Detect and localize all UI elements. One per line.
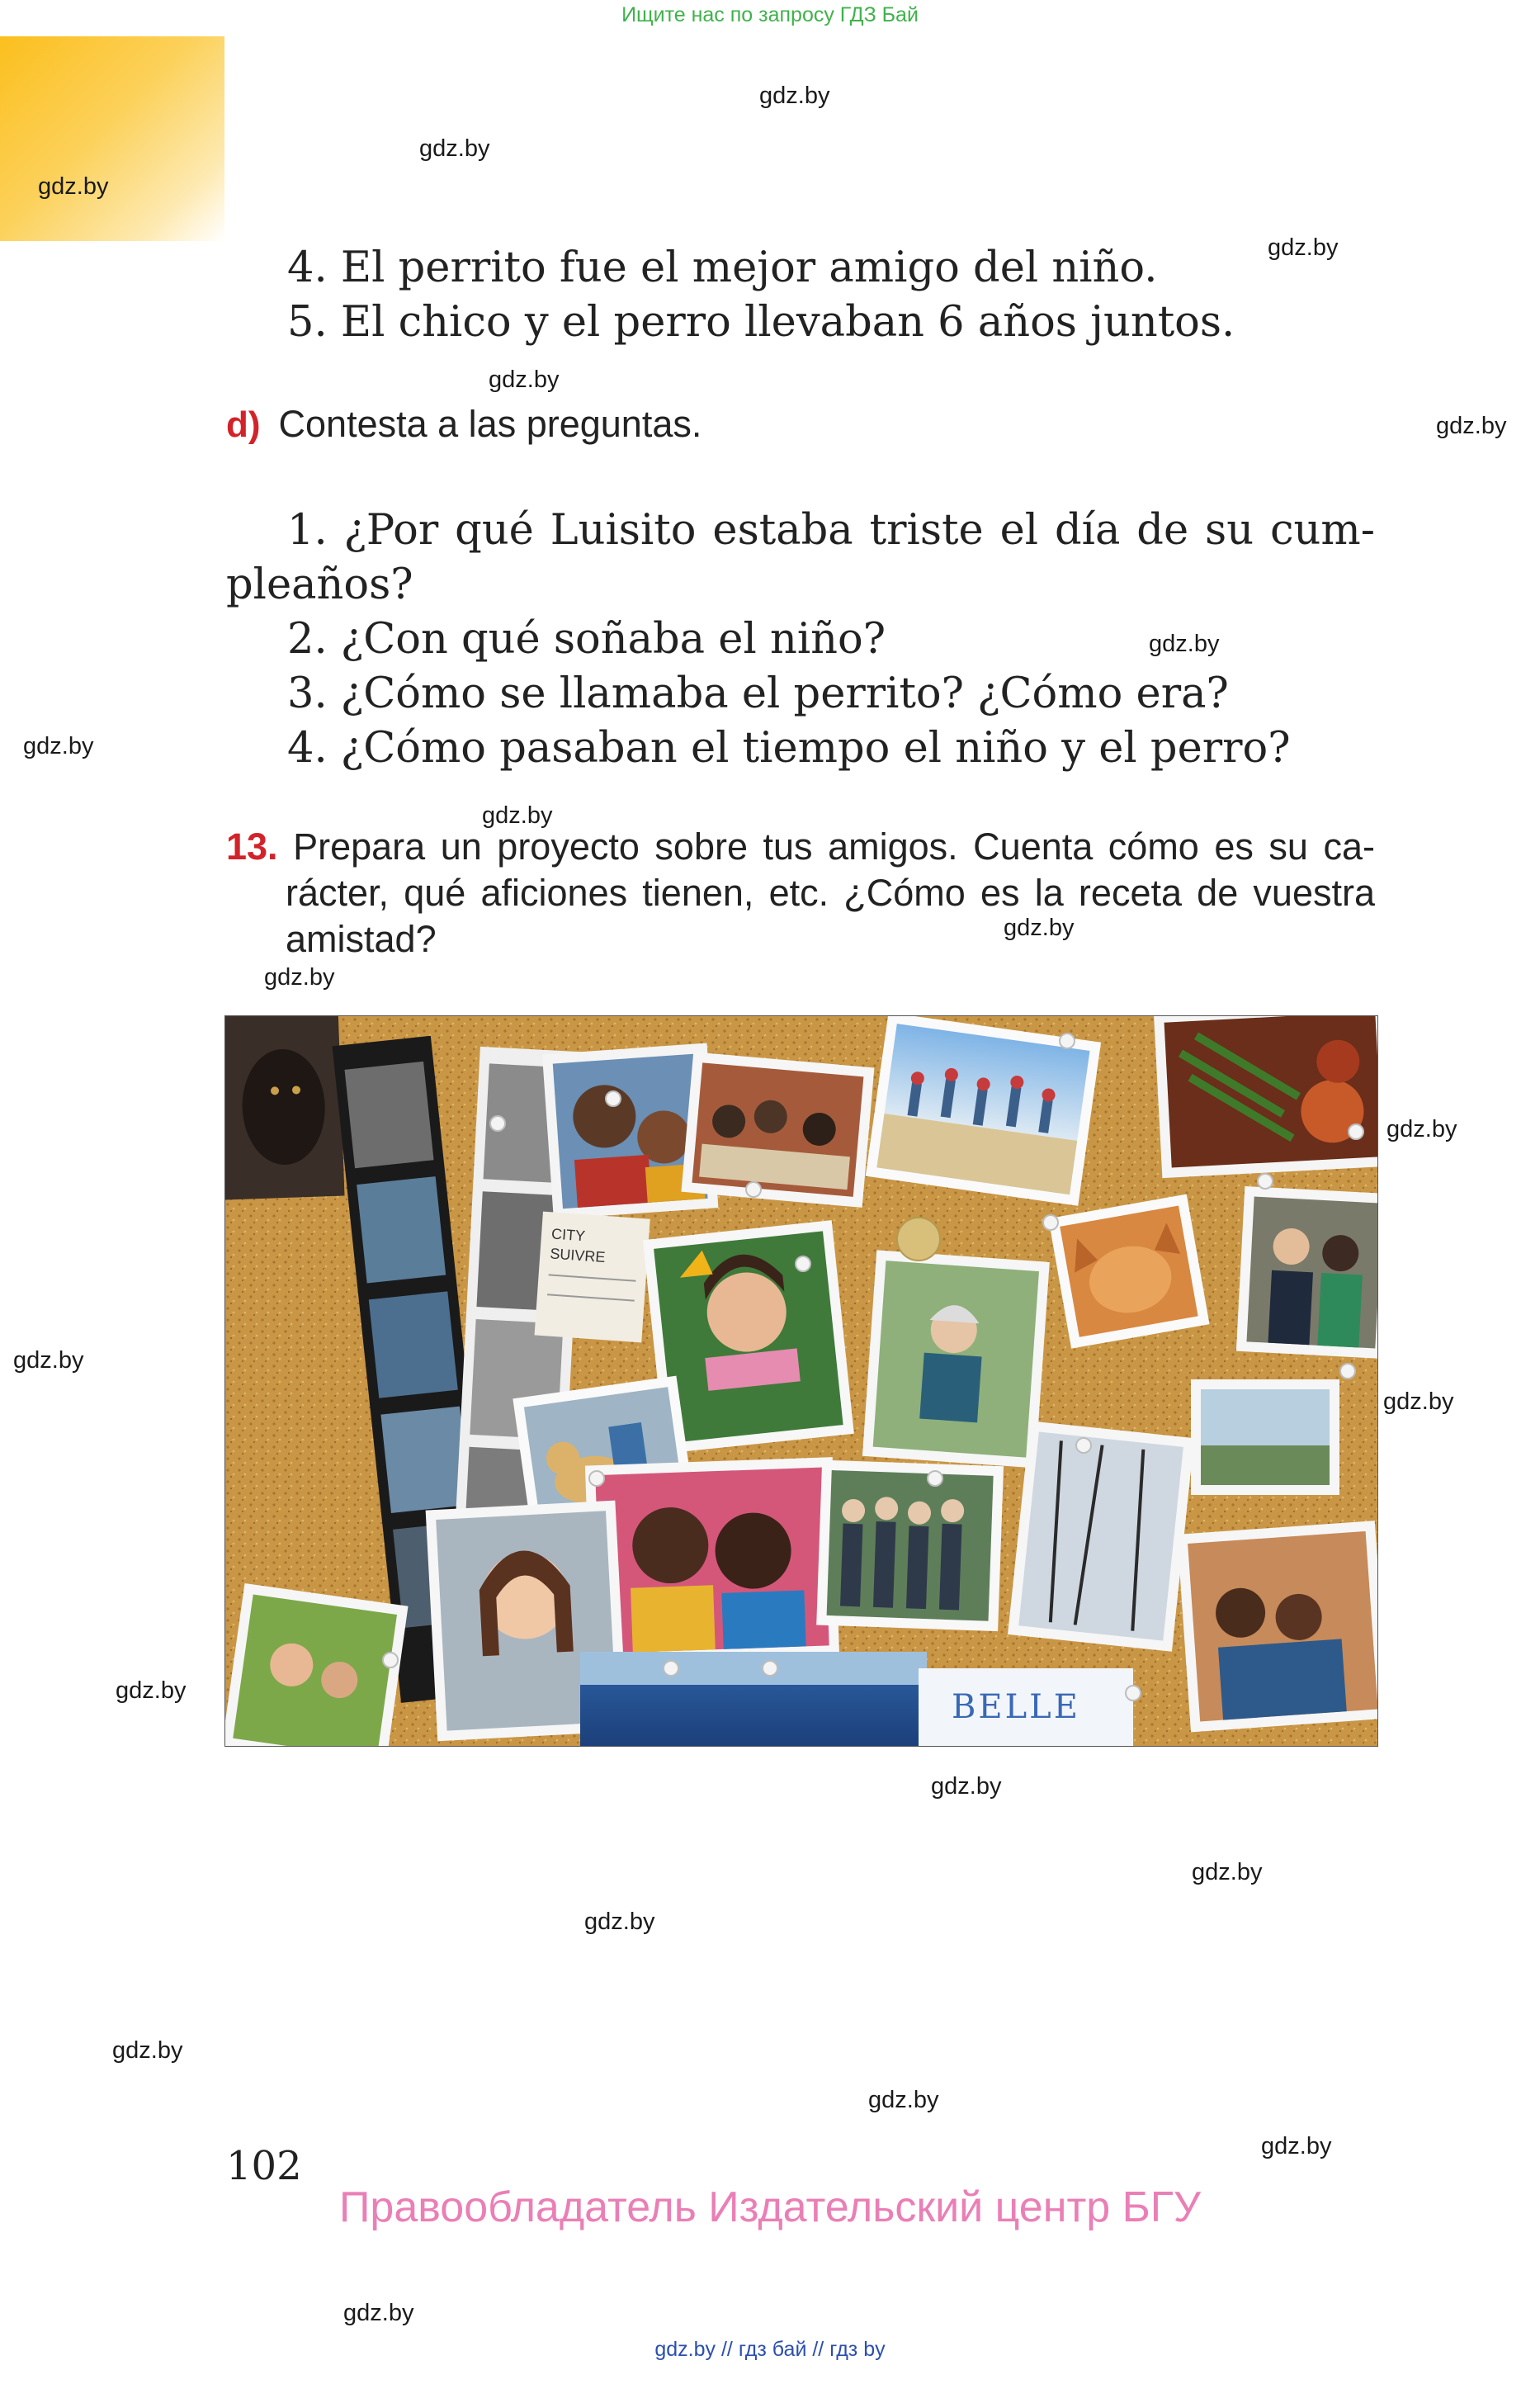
photo-winter-trees [1008,1421,1194,1651]
photo-vegetables [1154,1016,1377,1178]
statement-item: 5. El chico y el perro llevaban 6 años juntos. [287,298,1235,347]
watermark: gdz.by [419,135,490,162]
question-4: 4. ¿Cómo pasaban el tiempo el niño y el perro? [287,724,1291,773]
copyright-notice: Правообладатель Издательский центр БГУ [339,2183,1201,2231]
photo-group-elderly [816,1460,1004,1632]
watermark: gdz.by [868,2087,939,2113]
task-13-line: rácter, qué aficiones tienen, etc. ¿Cómo es la receta de vuestra [286,872,1375,914]
task-letter: d) [226,404,261,445]
question-2: 2. ¿Con qué soñaba el niño? [287,615,886,664]
watermark: gdz.by [1383,1388,1454,1415]
watermark: gdz.by [343,2300,414,2326]
photo-couple-right [1236,1186,1377,1359]
watermark: gdz.by [1192,1859,1263,1885]
photo-ginger-cat [1048,1194,1209,1349]
ticket-text-2: SUIVRE [549,1245,607,1266]
statement-item: 4. El perrito fue el mejor amigo del niño. [287,244,1158,292]
watermark: gdz.by [1386,1116,1457,1142]
ticket-text-1: CITY [550,1225,586,1245]
task-13 [226,824,1375,963]
photo-collage [224,1015,1378,1747]
watermark: gdz.by [1268,234,1339,261]
watermark: gdz.by [112,2037,183,2064]
coin [897,1218,940,1261]
task-13-line [226,824,1375,870]
question-1-continued: pleaños? [226,561,413,609]
watermark: gdz.by [931,1773,1002,1800]
photo-cat [225,1016,344,1200]
watermark: gdz.by [1149,631,1220,657]
task-13-text: Prepara un proyecto sobre tus amigos. Cuenta cómo es su ca- [293,825,1375,868]
question-1: 1. ¿Por qué Luisito estaba triste el día de su cum- [287,506,1375,555]
watermark: gdz.by [264,964,335,991]
task-number: 13. [226,825,278,868]
header-note: Ищите нас по запросу ГДЗ Бай [621,3,919,26]
watermark: gdz.by [13,1347,84,1374]
watermark: gdz.by [23,733,94,759]
watermark: gdz.by [1004,915,1075,941]
watermark: gdz.by [116,1677,187,1704]
watermark: gdz.by [1261,2133,1332,2159]
corner-tab [0,36,224,241]
ticket-note [535,1212,650,1343]
watermark: gdz.by [482,802,553,829]
task-d [226,403,702,446]
photo-family-left [225,1583,409,1746]
watermark: gdz.by [759,83,830,109]
watermark: gdz.by [584,1909,655,1935]
page-number: 102 [226,2143,302,2189]
task-13-line: amistad? [286,918,437,960]
questions-list [226,504,1375,776]
photo-two-girls [585,1457,839,1663]
photo-family-right [1177,1521,1377,1732]
question-3: 3. ¿Cómo se llamaba el perrito? ¿Cómo era? [287,669,1229,718]
photo-park [1191,1379,1339,1495]
watermark: gdz.by [38,173,109,200]
collage-illustration [225,1016,1377,1746]
footer-note: gdz.by // гдз бай // гдз by [654,2338,886,2361]
photo-friends-table [681,1052,874,1208]
task-instruction: Contesta a las preguntas. [278,403,702,445]
photo-elderly-woman [862,1250,1050,1468]
postcard-text: BELLE [952,1688,1080,1726]
watermark: gdz.by [489,367,560,393]
watermark: gdz.by [1436,413,1507,439]
